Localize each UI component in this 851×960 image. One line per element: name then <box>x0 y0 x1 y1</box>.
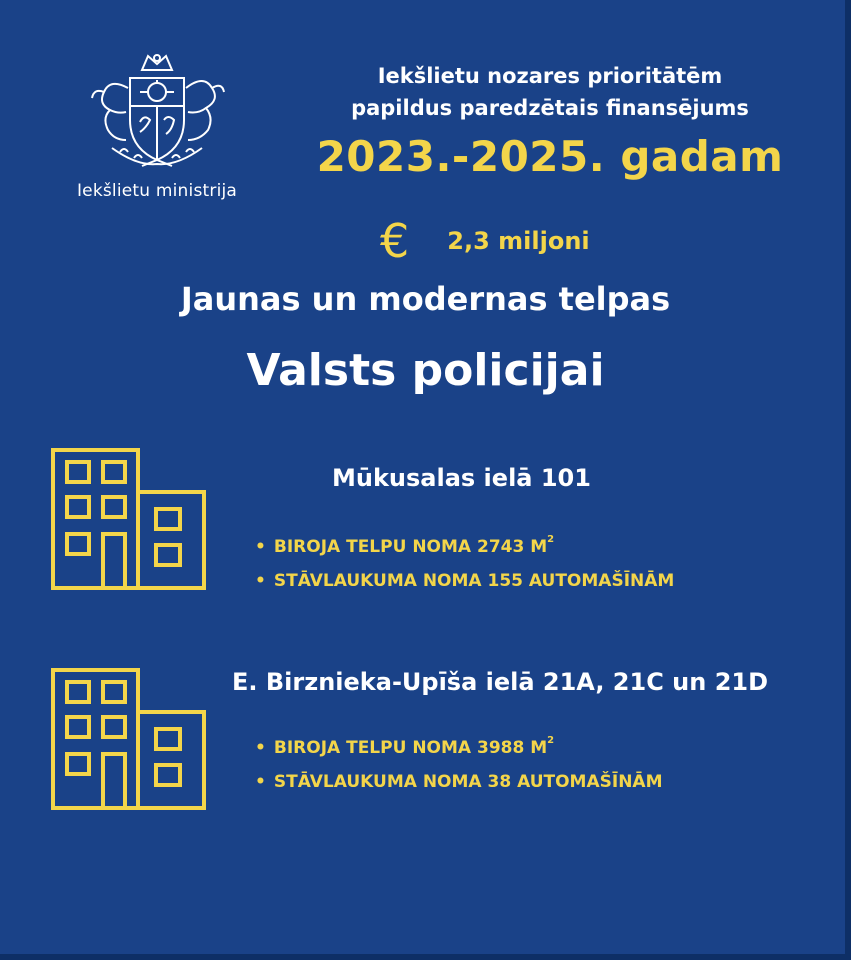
header <box>290 60 810 181</box>
location-details <box>255 530 674 598</box>
office-rent: BIROJA TELPU NOMA 2743 M <box>273 537 548 557</box>
building-icon <box>50 667 210 812</box>
parking-rent: STĀVLAUKUMA NOMA 38 AUTOMAŠĪNĀM <box>273 772 663 792</box>
location-details <box>255 731 663 799</box>
ministry-name: Iekšlietu ministrija <box>76 181 238 201</box>
superscript: 2 <box>547 534 555 545</box>
ministry-logo <box>72 48 242 201</box>
location-title: E. Birznieka-Upīša ielā 21A, 21C un 21D <box>232 668 769 696</box>
location-title: Mūkusalas ielā 101 <box>332 464 591 492</box>
euro-icon: € <box>380 214 410 268</box>
heading-main: Jaunas un modernas telpas <box>180 280 671 318</box>
list-item <box>255 731 663 765</box>
amount-text: 2,3 miljoni <box>447 227 590 255</box>
subtitle-line2: papildus paredzētais finansējums <box>351 96 749 120</box>
years-title: 2023.-2025. gadam <box>316 132 784 181</box>
heading-sub: Valsts policijai <box>246 345 605 396</box>
list-item <box>255 765 663 799</box>
building-icon <box>50 447 210 592</box>
coat-of-arms-icon <box>82 48 232 173</box>
superscript: 2 <box>547 735 555 746</box>
list-item <box>255 564 674 598</box>
office-rent: BIROJA TELPU NOMA 3988 M <box>273 738 548 758</box>
list-item <box>255 530 674 564</box>
subtitle-line1: Iekšlietu nozares prioritātēm <box>377 64 723 88</box>
parking-rent: STĀVLAUKUMA NOMA 155 AUTOMAŠĪNĀM <box>273 571 675 591</box>
funding-amount <box>380 214 590 268</box>
